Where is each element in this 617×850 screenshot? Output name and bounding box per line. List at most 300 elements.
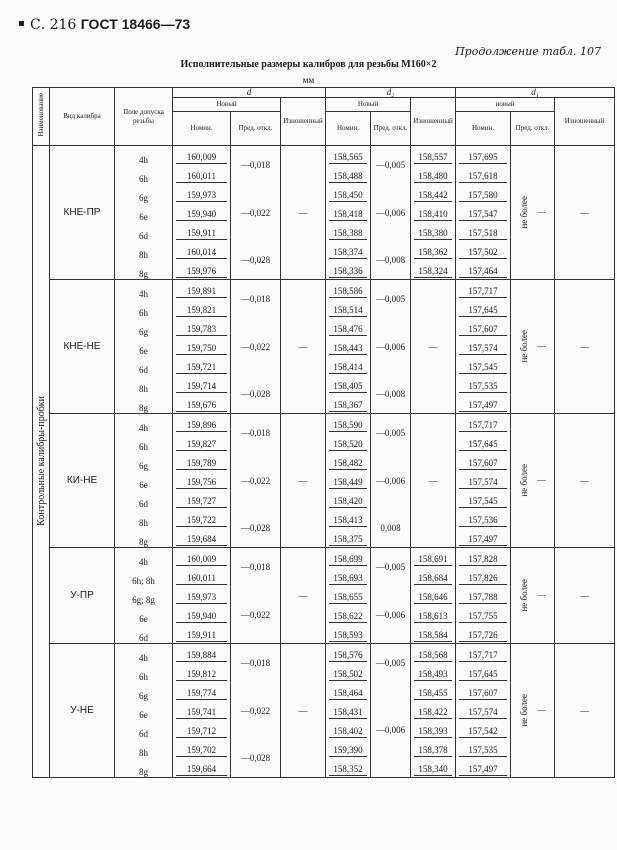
- tolerance-field: 6g: [115, 184, 173, 203]
- d-nominal-value: 159,940: [176, 209, 227, 221]
- d-nominal: [173, 663, 231, 682]
- d2-nominal-value: 158,388: [329, 228, 367, 240]
- d1-nominal-value: 157,645: [459, 305, 507, 317]
- d1-nominal-value: 157,580: [459, 190, 507, 202]
- d-deviation: —0,022: [231, 184, 281, 241]
- d1-nominal-value: 157,536: [459, 515, 507, 527]
- header-d: d: [173, 88, 326, 98]
- tolerance-field: 6e: [115, 701, 173, 720]
- d-nominal-value: 159,940: [176, 611, 227, 623]
- tolerance-field: 6e: [115, 605, 173, 624]
- d2-worn: [411, 739, 456, 758]
- d-nominal: [173, 490, 231, 509]
- d-nominal: [173, 471, 231, 490]
- d-nominal: [173, 548, 231, 568]
- d2-deviation: —0,006: [371, 682, 411, 778]
- d2-nominal: [326, 222, 371, 241]
- d2-worn: —: [411, 280, 456, 414]
- gauge-type-name: КНЕ-НЕ: [50, 280, 115, 414]
- d2-nominal-value: 158,655: [329, 592, 367, 604]
- d-nominal-value: 159,911: [176, 228, 227, 240]
- d-worn: —: [281, 548, 326, 644]
- tolerance-field: 4h: [115, 280, 173, 300]
- d-nominal: [173, 375, 231, 394]
- d2-nominal: [326, 739, 371, 758]
- d1-nominal: [456, 739, 511, 758]
- d1-nominal: [456, 701, 511, 720]
- tolerance-field: 8h: [115, 739, 173, 758]
- d1-deviation-cell: [511, 146, 555, 280]
- d1-nominal-value: 157,618: [459, 171, 507, 183]
- d2-worn: [411, 720, 456, 739]
- d-nominal-value: 159,756: [176, 477, 227, 489]
- d2-nominal-value: 158,352: [329, 764, 367, 776]
- d-nominal-value: 159,973: [176, 190, 227, 202]
- gauge-type-name: У-ПР: [50, 548, 115, 644]
- tolerance-field: 6h: [115, 165, 173, 184]
- tolerance-field: 8g: [115, 528, 173, 548]
- d-nominal: [173, 739, 231, 758]
- d1-nominal: [456, 471, 511, 490]
- d-deviation: —0,018: [231, 548, 281, 587]
- tolerance-field: 6d: [115, 222, 173, 241]
- d2-nominal: [326, 184, 371, 203]
- d-nominal: [173, 452, 231, 471]
- d2-worn: [411, 663, 456, 682]
- d2-worn: [411, 644, 456, 664]
- d2-nominal: [326, 299, 371, 318]
- d2-nominal-value: 158,405: [329, 381, 367, 393]
- d2-nominal-value: 158,514: [329, 305, 367, 317]
- header-d1-nominal: Номин.: [456, 112, 511, 146]
- d2-nominal: [326, 433, 371, 452]
- d2-worn-value: 158,613: [414, 611, 452, 623]
- header-d-worn: Изношенный: [281, 98, 326, 146]
- d1-nominal-value: 157,497: [459, 764, 507, 776]
- d1-nominal: [456, 586, 511, 605]
- d2-worn: [411, 203, 456, 222]
- d-nominal: [173, 624, 231, 644]
- d1-worn: —: [555, 548, 615, 644]
- d2-nominal-value: 158,443: [329, 343, 367, 355]
- d-nominal: [173, 394, 231, 414]
- table-body: [33, 146, 615, 778]
- d-nominal-value: 159,827: [176, 439, 227, 451]
- d2-deviation: —0,006: [371, 586, 411, 644]
- d1-nominal-value: 157,695: [459, 152, 507, 164]
- d2-deviation: —0,006: [371, 452, 411, 509]
- d2-worn: [411, 682, 456, 701]
- d1-nominal-value: 157,535: [459, 745, 507, 757]
- d2-worn-value: 158,646: [414, 592, 452, 604]
- d-nominal-value: 159,821: [176, 305, 227, 317]
- d1-nominal: [456, 644, 511, 664]
- d1-deviation: —: [537, 207, 547, 218]
- d-nominal: [173, 586, 231, 605]
- d2-worn-value: 158,691: [414, 554, 452, 566]
- table-row: [33, 414, 615, 434]
- d1-nominal: [456, 433, 511, 452]
- d2-nominal: [326, 394, 371, 414]
- d-nominal: [173, 433, 231, 452]
- d2-worn-value: 158,378: [414, 745, 452, 757]
- d1-nominal-value: 157,607: [459, 324, 507, 336]
- d-nominal-value: 159,727: [176, 496, 227, 508]
- tolerance-field: 6d: [115, 490, 173, 509]
- d2-nominal-value: 158,565: [329, 152, 367, 164]
- d-deviation: —0,022: [231, 682, 281, 739]
- header-d2-deviation: Пред. откл.: [371, 112, 411, 146]
- d2-worn: [411, 260, 456, 280]
- d2-worn-value: 158,393: [414, 726, 452, 738]
- d-nominal-value: 159,664: [176, 764, 227, 776]
- d-nominal-value: 159,741: [176, 707, 227, 719]
- d-nominal: [173, 184, 231, 203]
- d-nominal: [173, 203, 231, 222]
- d1-nominal-value: 157,826: [459, 573, 507, 585]
- tolerance-field: 4h: [115, 644, 173, 664]
- d2-nominal: [326, 624, 371, 644]
- header-d1: d₁: [456, 88, 615, 98]
- tolerance-field: 8g: [115, 260, 173, 280]
- d2-nominal-value: 158,375: [329, 534, 367, 546]
- d-deviation: —0,018: [231, 146, 281, 185]
- d1-nominal-value: 157,535: [459, 381, 507, 393]
- d2-worn: —: [411, 414, 456, 548]
- d2-worn: [411, 624, 456, 644]
- d2-nominal: [326, 318, 371, 337]
- d2-deviation: —0,006: [371, 318, 411, 375]
- d1-nominal-value: 157,542: [459, 726, 507, 738]
- d2-worn: [411, 222, 456, 241]
- d1-nominal-value: 157,717: [459, 286, 507, 298]
- d2-nominal: [326, 146, 371, 166]
- d1-nominal: [456, 165, 511, 184]
- d-nominal-value: 159,702: [176, 745, 227, 757]
- d-nominal: [173, 758, 231, 778]
- d2-nominal: [326, 509, 371, 528]
- d2-nominal-value: 158,402: [329, 726, 367, 738]
- d1-nominal: [456, 548, 511, 568]
- d-nominal-value: 159,812: [176, 669, 227, 681]
- d-nominal-value: 159,714: [176, 381, 227, 393]
- d-nominal: [173, 260, 231, 280]
- d2-worn: [411, 165, 456, 184]
- d-nominal: [173, 337, 231, 356]
- d1-deviation-cell: [511, 414, 555, 548]
- category-cell: [33, 146, 50, 778]
- d2-nominal: [326, 528, 371, 548]
- d1-nominal: [456, 337, 511, 356]
- d2-deviation: —0,005: [371, 644, 411, 683]
- d2-nominal: [326, 203, 371, 222]
- d-nominal: [173, 682, 231, 701]
- d1-deviation-cell: [511, 280, 555, 414]
- d-nominal: [173, 241, 231, 260]
- d1-nominal-value: 157,755: [459, 611, 507, 623]
- d2-nominal: [326, 663, 371, 682]
- d2-worn: [411, 548, 456, 568]
- d1-nominal-value: 157,828: [459, 554, 507, 566]
- d-deviation: —0,028: [231, 241, 281, 280]
- d2-worn-value: 158,340: [414, 764, 452, 776]
- d2-worn: [411, 701, 456, 720]
- table-units: мм: [302, 75, 315, 85]
- d-nominal: [173, 165, 231, 184]
- d2-nominal-value: 158,367: [329, 400, 367, 412]
- d2-nominal-value: 158,576: [329, 650, 367, 662]
- d2-worn-value: 158,380: [414, 228, 452, 240]
- page-number: С. 216: [30, 17, 77, 33]
- gauge-type-name: КИ-НЕ: [50, 414, 115, 548]
- d1-nominal: [456, 490, 511, 509]
- d-nominal-value: 160,009: [176, 152, 227, 164]
- d1-nominal: [456, 356, 511, 375]
- d2-nominal-value: 158,586: [329, 286, 367, 298]
- d2-worn-value: 158,568: [414, 650, 452, 662]
- d-nominal-value: 159,722: [176, 515, 227, 527]
- d-nominal: [173, 528, 231, 548]
- tolerance-field: 8h: [115, 241, 173, 260]
- d-nominal-value: 159,973: [176, 592, 227, 604]
- d1-nominal: [456, 509, 511, 528]
- d1-note: не более: [519, 330, 530, 363]
- d-worn: —: [281, 146, 326, 280]
- table-title: Исполнительные размеры калибров для резьбы М160×2: [180, 59, 437, 70]
- d1-nominal-value: 157,518: [459, 228, 507, 240]
- d-nominal: [173, 356, 231, 375]
- d1-worn: —: [555, 644, 615, 778]
- d2-worn-value: 158,442: [414, 190, 452, 202]
- d1-nominal-value: 157,717: [459, 650, 507, 662]
- d1-note: не более: [519, 694, 530, 727]
- d1-nominal-value: 157,645: [459, 439, 507, 451]
- header-tolerance-field: Поле допуска резьбы: [115, 88, 173, 146]
- d1-deviation: —: [537, 590, 547, 601]
- d-worn: —: [281, 644, 326, 778]
- d1-nominal: [456, 567, 511, 586]
- d1-nominal-value: 157,607: [459, 688, 507, 700]
- d1-nominal: [456, 624, 511, 644]
- d1-nominal: [456, 528, 511, 548]
- d-nominal-value: 159,783: [176, 324, 227, 336]
- d-deviation: —0,028: [231, 509, 281, 548]
- d-deviation: —0,028: [231, 375, 281, 414]
- d2-worn: [411, 241, 456, 260]
- d2-worn-value: 158,324: [414, 266, 452, 278]
- d-nominal: [173, 318, 231, 337]
- d-nominal: [173, 720, 231, 739]
- d1-worn: —: [555, 146, 615, 280]
- page-mark: ▪: [18, 18, 25, 29]
- d2-nominal-value: 158,374: [329, 247, 367, 259]
- d-nominal-value: 159,896: [176, 420, 227, 432]
- d1-nominal: [456, 222, 511, 241]
- d-nominal: [173, 644, 231, 664]
- d1-nominal-value: 157,574: [459, 477, 507, 489]
- d-worn: —: [281, 280, 326, 414]
- d1-nominal-value: 157,574: [459, 343, 507, 355]
- d1-nominal: [456, 280, 511, 300]
- d2-nominal-value: 158,476: [329, 324, 367, 336]
- d1-nominal: [456, 758, 511, 778]
- d2-worn-value: 158,493: [414, 669, 452, 681]
- d2-worn-value: 158,422: [414, 707, 452, 719]
- tolerance-field: 6g: [115, 452, 173, 471]
- d1-nominal: [456, 682, 511, 701]
- d1-deviation-cell: [511, 644, 555, 778]
- header-d1-deviation: Пред. откл.: [511, 112, 555, 146]
- d1-note: не более: [519, 579, 530, 612]
- d-nominal-value: 159,891: [176, 286, 227, 298]
- d2-nominal: [326, 241, 371, 260]
- d2-nominal-value: 158,449: [329, 477, 367, 489]
- d2-nominal-value: 158,431: [329, 707, 367, 719]
- d2-nominal-value: 159,390: [329, 745, 367, 757]
- d2-nominal-value: 158,622: [329, 611, 367, 623]
- d2-worn-value: 158,410: [414, 209, 452, 221]
- d2-nominal: [326, 260, 371, 280]
- d1-nominal: [456, 452, 511, 471]
- d2-nominal: [326, 280, 371, 300]
- d2-nominal: [326, 356, 371, 375]
- tolerance-field: 8h: [115, 375, 173, 394]
- d-nominal-value: 159,676: [176, 400, 227, 412]
- d2-nominal-value: 158,414: [329, 362, 367, 374]
- d2-worn: [411, 586, 456, 605]
- d-deviation: —0,022: [231, 452, 281, 509]
- d2-deviation: —0,008: [371, 241, 411, 280]
- d2-nominal-value: 158,693: [329, 573, 367, 585]
- d2-worn: [411, 758, 456, 778]
- header-d-new: Новый: [173, 98, 281, 112]
- d1-nominal: [456, 184, 511, 203]
- table-row: [33, 548, 615, 568]
- tolerance-field: 6d: [115, 720, 173, 739]
- d2-nominal-value: 158,488: [329, 171, 367, 183]
- header-d-deviation: Пред. откл.: [231, 112, 281, 146]
- header-d2: d₂: [326, 88, 456, 98]
- d2-nominal: [326, 605, 371, 624]
- d2-worn: [411, 146, 456, 166]
- d-nominal-value: 159,750: [176, 343, 227, 355]
- table-row: [33, 644, 615, 664]
- d1-nominal: [456, 605, 511, 624]
- d1-nominal-value: 157,464: [459, 266, 507, 278]
- d2-nominal: [326, 567, 371, 586]
- d-nominal-value: 159,721: [176, 362, 227, 374]
- d1-nominal: [456, 318, 511, 337]
- d2-nominal-value: 158,336: [329, 266, 367, 278]
- d2-nominal: [326, 490, 371, 509]
- tolerance-field: 4h: [115, 548, 173, 568]
- d-nominal: [173, 280, 231, 300]
- d-nominal-value: 160,011: [176, 573, 227, 585]
- d1-nominal: [456, 663, 511, 682]
- d1-nominal-value: 157,645: [459, 669, 507, 681]
- d1-nominal: [456, 414, 511, 434]
- d2-worn-value: 158,557: [414, 152, 452, 164]
- d2-nominal: [326, 471, 371, 490]
- d-deviation: —0,018: [231, 280, 281, 319]
- tolerance-field: 6g: [115, 318, 173, 337]
- header-gauge-type: Вид калибра: [50, 88, 115, 146]
- d-nominal-value: 160,014: [176, 247, 227, 259]
- d1-nominal-value: 157,717: [459, 420, 507, 432]
- d2-nominal-value: 158,593: [329, 630, 367, 642]
- header-d-nominal: Номин.: [173, 112, 231, 146]
- d1-nominal-value: 157,726: [459, 630, 507, 642]
- d1-deviation: —: [537, 475, 547, 486]
- d-nominal-value: 159,789: [176, 458, 227, 470]
- tolerance-field: 6d: [115, 624, 173, 644]
- d1-worn: —: [555, 414, 615, 548]
- tolerance-field: 6e: [115, 337, 173, 356]
- d2-nominal: [326, 701, 371, 720]
- header-d1-new: новый: [456, 98, 555, 112]
- d-nominal-value: 160,009: [176, 554, 227, 566]
- d-nominal: [173, 701, 231, 720]
- d1-nominal: [456, 203, 511, 222]
- d-nominal: [173, 222, 231, 241]
- d1-nominal: [456, 260, 511, 280]
- d-deviation: —0,018: [231, 644, 281, 683]
- d2-nominal: [326, 165, 371, 184]
- d2-nominal-value: 158,590: [329, 420, 367, 432]
- d-nominal-value: 159,976: [176, 266, 227, 278]
- d-nominal: [173, 414, 231, 434]
- d2-worn-value: 158,584: [414, 630, 452, 642]
- header-naimenovanie: Наименование: [33, 88, 50, 146]
- d2-nominal: [326, 452, 371, 471]
- tolerance-field: 6d: [115, 356, 173, 375]
- d1-nominal-value: 157,497: [459, 400, 507, 412]
- d1-nominal: [456, 394, 511, 414]
- d2-deviation: —0,005: [371, 146, 411, 185]
- d1-deviation: —: [537, 705, 547, 716]
- d1-nominal-value: 157,545: [459, 362, 507, 374]
- d-deviation: —0,022: [231, 318, 281, 375]
- tolerance-field: 8g: [115, 394, 173, 414]
- d2-worn: [411, 567, 456, 586]
- d-worn: —: [281, 414, 326, 548]
- tolerance-field: 6g: [115, 682, 173, 701]
- d2-nominal: [326, 414, 371, 434]
- d2-nominal-value: 158,699: [329, 554, 367, 566]
- d2-nominal: [326, 644, 371, 664]
- tolerance-field: 4h: [115, 146, 173, 166]
- d2-deviation: —0,006: [371, 184, 411, 241]
- d1-nominal-value: 157,547: [459, 209, 507, 221]
- d2-worn-value: 158,362: [414, 247, 452, 259]
- tolerance-field: 6h; 8h: [115, 567, 173, 586]
- tolerance-field: 8g: [115, 758, 173, 778]
- d1-nominal: [456, 720, 511, 739]
- d1-worn: —: [555, 280, 615, 414]
- d2-nominal-value: 158,482: [329, 458, 367, 470]
- d2-worn-value: 158,684: [414, 573, 452, 585]
- d1-deviation-cell: [511, 548, 555, 644]
- d1-nominal: [456, 375, 511, 394]
- d1-nominal: [456, 241, 511, 260]
- category-label: Контрольные калибры-пробки: [35, 395, 47, 526]
- d2-worn-value: 158,455: [414, 688, 452, 700]
- header-d1-worn: Изношенный: [555, 98, 615, 146]
- d2-worn: [411, 184, 456, 203]
- d1-nominal-value: 157,607: [459, 458, 507, 470]
- d2-nominal: [326, 682, 371, 701]
- d2-deviation: —0,008: [371, 375, 411, 414]
